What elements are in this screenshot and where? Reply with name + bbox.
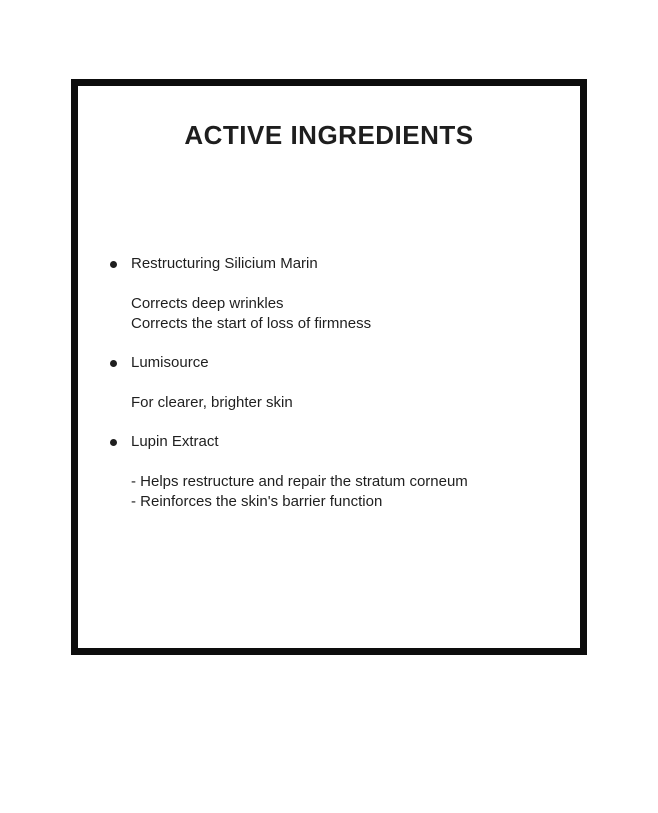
ingredient-details [110, 294, 562, 334]
detail-line: - Helps restructure and repair the stratum corneum [131, 473, 468, 490]
ingredient-list [78, 254, 580, 512]
page-title: ACTIVE INGREDIENTS [184, 120, 474, 150]
list-item [110, 254, 562, 334]
ingredient-heading-row [110, 254, 562, 274]
ingredient-name: Lumisource [131, 354, 209, 371]
ingredient-name: Lupin Extract [131, 433, 219, 450]
bullet-icon [110, 360, 117, 367]
list-item [110, 353, 562, 413]
detail-line: For clearer, brighter skin [131, 394, 293, 411]
ingredients-card [71, 79, 587, 655]
detail-line: Corrects deep wrinkles [131, 295, 284, 312]
ingredient-heading-row [110, 432, 562, 452]
bullet-icon [110, 439, 117, 446]
ingredient-name: Restructuring Silicium Marin [131, 255, 318, 272]
ingredient-details [110, 393, 562, 413]
detail-line: - Reinforces the skin's barrier function [131, 493, 383, 510]
ingredient-heading-row [110, 353, 562, 373]
bullet-icon [110, 261, 117, 268]
detail-line: Corrects the start of loss of firmness [131, 315, 372, 332]
list-item [110, 432, 562, 512]
ingredient-details [110, 472, 562, 512]
